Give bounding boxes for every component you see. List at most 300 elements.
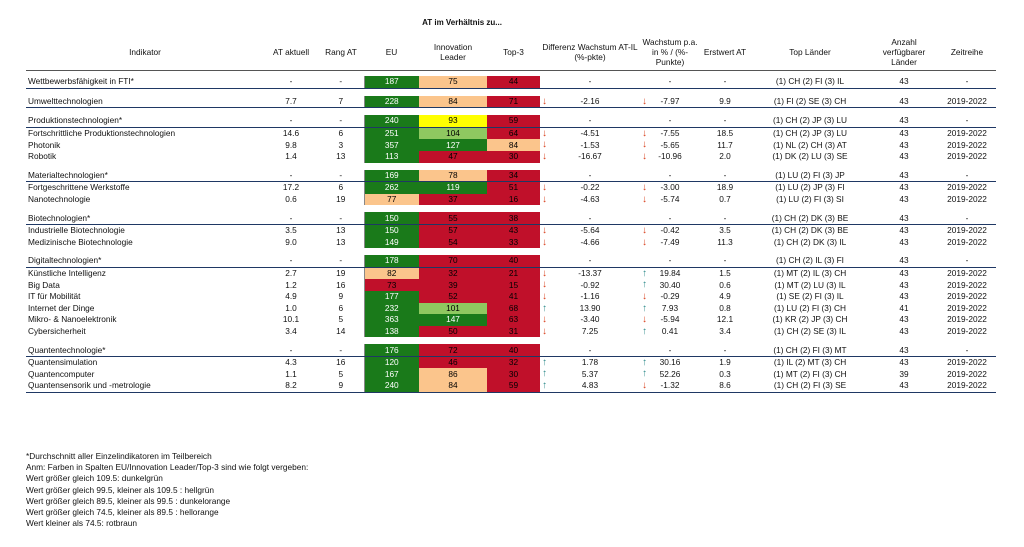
rang-at: 6	[338, 182, 344, 193]
arrow-down-icon: ↓	[642, 193, 647, 205]
leader-value: 78	[419, 170, 487, 182]
eu-value: 120	[364, 356, 419, 368]
eu-value: 228	[364, 96, 419, 108]
table-row	[26, 279, 996, 291]
spacer-cell	[26, 205, 996, 212]
top3-value: 63	[487, 314, 540, 326]
diff-value	[540, 194, 640, 206]
top3-value: 38	[487, 212, 540, 224]
at-aktuell: 3.5	[285, 225, 297, 236]
at-aktuell: 4.9	[285, 291, 297, 302]
indicator-name: Wettbewerbsfähigkeit in FTI*	[26, 76, 264, 88]
rang-at: 14	[336, 325, 346, 336]
top-laender: (1) CH (2) DK (3) BE	[750, 212, 870, 224]
anzahl-laender: 43	[899, 128, 909, 139]
group-spacer	[26, 337, 996, 344]
rang-at: -	[318, 76, 364, 88]
arrow-down-icon: ↓	[642, 182, 647, 194]
zeitreihe: 2019-2022	[947, 236, 987, 247]
top-laender: (1) SE (2) FI (3) IL	[776, 291, 844, 302]
anzahl-laender: 43	[870, 380, 938, 392]
anzahl-laender: 43	[870, 212, 938, 224]
erstwert-value: 0.7	[719, 194, 731, 205]
zeitreihe: 2019-2022	[947, 139, 987, 150]
spacer-cell	[26, 108, 996, 116]
footnote-line: Wert größer gleich 99.5, kleiner als 109.5 : hellgrün	[26, 484, 215, 495]
diff-value-text: 1.78	[581, 357, 599, 368]
eu-value: 167	[364, 368, 419, 380]
indicator-name: Quantencomputer	[28, 368, 95, 379]
diff-value-text: -0.22	[580, 182, 600, 193]
top-laender: (1) CH (2) FI (3) IL	[750, 76, 870, 88]
wachstum-value-text: -0.42	[660, 225, 680, 236]
indicator-name: Cybersicherheit	[28, 325, 86, 336]
wachstum-value-text: 30.16	[659, 357, 681, 368]
indicator-name: Biotechnologien*	[26, 212, 264, 224]
erstwert-value: -	[700, 255, 750, 267]
erstwert-value: -	[700, 212, 750, 224]
top-laender: (1) CH (2) FI (3) SE	[750, 380, 870, 392]
zeitreihe: -	[938, 344, 996, 356]
top-laender: (1) MT (2) IL (3) CH	[773, 268, 847, 279]
anzahl-laender: 43	[899, 225, 909, 236]
erstwert-value: -	[700, 170, 750, 182]
diff-value	[540, 314, 640, 326]
top3-value: 30	[487, 368, 540, 380]
wachstum-value	[640, 303, 700, 315]
eu-value: 363	[364, 314, 419, 326]
top3-value: 32	[487, 356, 540, 368]
indicator-name: Robotik	[28, 151, 57, 162]
erstwert-value: 18.9	[716, 182, 734, 193]
at-aktuell: 8.2	[264, 380, 318, 392]
indicator-name: Fortschrittliche Produktionstechnologien	[28, 128, 176, 139]
eu-value: 240	[364, 115, 419, 127]
wachstum-value-text: -10.96	[658, 151, 682, 162]
leader-value: 47	[419, 151, 487, 163]
top3-value: 43	[487, 224, 540, 236]
anzahl-laender: 39	[899, 368, 909, 379]
zeitreihe: 2019-2022	[938, 380, 996, 392]
eu-value: 262	[364, 182, 419, 194]
arrow-down-icon: ↓	[542, 127, 547, 139]
arrow-down-icon: ↓	[642, 314, 647, 326]
arrow-down-icon: ↓	[642, 150, 647, 162]
zeitreihe: 2019-2022	[947, 225, 987, 236]
leader-value: 104	[419, 127, 487, 139]
top-laender: (1) DK (2) LU (3) SE	[772, 151, 848, 162]
at-aktuell: 14.6	[282, 128, 300, 139]
top3-value: 40	[487, 344, 540, 356]
top3-value: 71	[487, 96, 540, 108]
wachstum-value-text: -5.94	[660, 314, 680, 325]
indicator-name: Umwelttechnologien	[26, 96, 264, 108]
top-laender: (1) LU (2) FI (3) SI	[776, 194, 844, 205]
erstwert-value: -	[700, 115, 750, 127]
footnote-line: Wert größer gleich 109.5: dunkelgrün	[26, 473, 163, 484]
table-row	[26, 267, 996, 279]
footnote-line: Wert größer gleich 74.5, kleiner als 89.5 : hellorange	[26, 507, 219, 518]
header-erstwert: Erstwert AT	[700, 34, 750, 71]
anzahl-laender: 43	[899, 151, 909, 162]
wachstum-value	[640, 326, 700, 338]
eu-value: 176	[364, 344, 419, 356]
arrow-down-icon: ↓	[642, 290, 647, 302]
arrow-up-icon: ↑	[642, 279, 647, 291]
wachstum-value: -	[640, 212, 700, 224]
arrow-down-icon: ↓	[642, 127, 647, 139]
arrow-down-icon: ↓	[642, 95, 647, 107]
anzahl-laender: 43	[870, 115, 938, 127]
zeitreihe: 2019-2022	[947, 325, 987, 336]
table-row	[26, 291, 996, 303]
at-aktuell: 17.2	[282, 182, 300, 193]
top-laender: (1) FI (2) SE (3) CH	[750, 96, 870, 108]
top-laender: (1) NL (2) CH (3) AT	[773, 139, 847, 150]
table-row	[26, 368, 996, 380]
table-row	[26, 237, 996, 249]
table-row	[26, 76, 996, 88]
diff-value-text: -5.64	[580, 225, 600, 236]
wachstum-value	[640, 224, 700, 236]
eu-value: 77	[364, 194, 419, 206]
diff-value-text: -3.40	[580, 314, 600, 325]
table-row	[26, 139, 996, 151]
wachstum-value	[640, 127, 700, 139]
diff-value	[540, 127, 640, 139]
indicator-name: IT für Mobilität	[28, 291, 81, 302]
zeitreihe: 2019-2022	[938, 96, 996, 108]
table-row	[26, 326, 996, 338]
footnotes	[26, 451, 308, 529]
top3-value: 30	[487, 151, 540, 163]
anzahl-laender: 43	[899, 291, 909, 302]
wachstum-value-text: -7.55	[660, 128, 680, 139]
table-body	[26, 71, 996, 393]
top3-value: 41	[487, 291, 540, 303]
zeitreihe: 2019-2022	[947, 279, 987, 290]
erstwert-value: 8.6	[700, 380, 750, 392]
diff-value	[540, 291, 640, 303]
eu-value: 187	[364, 76, 419, 88]
header-zeitreihe: Zeitreihe	[938, 34, 996, 71]
at-aktuell: 1.2	[285, 279, 297, 290]
spacer-cell	[26, 88, 996, 96]
diff-value	[540, 356, 640, 368]
group-spacer	[26, 108, 996, 116]
erstwert-value: 11.3	[717, 236, 733, 247]
anzahl-laender: 43	[870, 344, 938, 356]
indicator-name: Medizinische Biotechnologie	[28, 236, 133, 247]
table-row	[26, 212, 996, 224]
leader-value: 50	[419, 326, 487, 338]
diff-value: -	[540, 255, 640, 267]
at-aktuell: 9.0	[285, 236, 297, 247]
top3-value: 15	[487, 279, 540, 291]
table-row	[26, 127, 996, 139]
at-aktuell: 0.6	[285, 194, 297, 205]
wachstum-value	[640, 356, 700, 368]
leader-value: 119	[419, 182, 487, 194]
arrow-down-icon: ↓	[542, 193, 547, 205]
wachstum-value: -	[640, 344, 700, 356]
zeitreihe: -	[938, 115, 996, 127]
arrow-up-icon: ↑	[642, 267, 647, 279]
rang-at: -	[318, 115, 364, 127]
footnote-line: Wert größer gleich 89.5, kleiner als 99.5 : dunkelorange	[26, 495, 231, 506]
top3-value: 64	[487, 127, 540, 139]
erstwert-value: -	[700, 344, 750, 356]
table-row	[26, 194, 996, 206]
anzahl-laender: 43	[870, 255, 938, 267]
anzahl-laender: 43	[870, 170, 938, 182]
header-rang: Rang AT	[318, 34, 364, 71]
eu-value: 232	[364, 303, 419, 315]
indicator-name: Künstliche Intelligenz	[28, 268, 106, 279]
footnote-line: *Durchschnitt aller Einzelindikatoren im Teilbereich	[26, 451, 212, 461]
arrow-up-icon: ↑	[542, 380, 547, 392]
at-aktuell: 1.1	[285, 368, 297, 379]
arrow-up-icon: ↑	[542, 368, 547, 380]
erstwert-value: 9.9	[700, 96, 750, 108]
wachstum-value	[640, 182, 700, 194]
arrow-down-icon: ↓	[542, 267, 547, 279]
anzahl-laender: 43	[899, 236, 909, 247]
diff-value: -	[540, 344, 640, 356]
anzahl-laender: 43	[899, 182, 909, 193]
leader-value: 147	[419, 314, 487, 326]
arrow-down-icon: ↓	[542, 224, 547, 236]
header-leader: Innovation Leader	[419, 34, 487, 71]
arrow-down-icon: ↓	[542, 279, 547, 291]
arrow-down-icon: ↓	[542, 182, 547, 194]
top3-value: 51	[487, 182, 540, 194]
at-aktuell: 1.0	[285, 302, 297, 313]
diff-value-text: -1.53	[580, 139, 600, 150]
wachstum-value	[640, 151, 700, 163]
top-laender: (1) LU (2) JP (3) FI	[775, 182, 845, 193]
indicator-name: Fortgeschrittene Werkstoffe	[28, 182, 130, 193]
indicator-name: Big Data	[28, 279, 60, 290]
top-laender: (1) CH (2) DK (3) BE	[771, 225, 849, 236]
arrow-up-icon: ↑	[542, 356, 547, 368]
eu-value: 177	[364, 291, 419, 303]
group-spacer	[26, 88, 996, 96]
arrow-down-icon: ↓	[542, 150, 547, 162]
table-row	[26, 303, 996, 315]
top-laender: (1) IL (2) MT (3) CH	[773, 357, 847, 368]
diff-value	[540, 96, 640, 108]
top3-value: 84	[487, 139, 540, 151]
diff-value	[540, 380, 640, 392]
table-row	[26, 380, 996, 392]
top3-value: 40	[487, 255, 540, 267]
wachstum-value-text: -5.74	[660, 194, 680, 205]
diff-value-text: 5.37	[581, 368, 599, 379]
wachstum-value	[640, 267, 700, 279]
at-aktuell: 3.4	[285, 325, 297, 336]
rang-at: 6	[338, 302, 344, 313]
diff-value	[540, 326, 640, 338]
wachstum-value	[640, 380, 700, 392]
erstwert-value: 2.0	[719, 151, 731, 162]
table-row	[26, 255, 996, 267]
zeitreihe: 2019-2022	[947, 268, 987, 279]
eu-value: 149	[364, 237, 419, 249]
erstwert-value: 3.4	[719, 325, 731, 336]
diff-value: -	[540, 212, 640, 224]
arrow-up-icon: ↑	[642, 325, 647, 337]
top-laender: (1) LU (2) FI (3) CH	[774, 302, 846, 313]
top3-value: 68	[487, 303, 540, 315]
arrow-down-icon: ↓	[542, 95, 547, 107]
top-laender: (1) MT (2) LU (3) IL	[774, 279, 846, 290]
anzahl-laender: 43	[870, 76, 938, 88]
rang-at: 16	[336, 279, 346, 290]
zeitreihe: 2019-2022	[947, 128, 987, 139]
at-aktuell: 4.3	[285, 357, 297, 368]
leader-value: 101	[419, 303, 487, 315]
header-eu: EU	[364, 34, 419, 71]
wachstum-value: -	[640, 115, 700, 127]
top-laender: (1) CH (2) FI (3) MT	[750, 344, 870, 356]
wachstum-value-text: 30.40	[659, 279, 681, 290]
rang-at: 13	[336, 151, 346, 162]
eu-value: 138	[364, 326, 419, 338]
leader-value: 70	[419, 255, 487, 267]
leader-value: 32	[419, 267, 487, 279]
arrow-down-icon: ↓	[642, 224, 647, 236]
table-row	[26, 170, 996, 182]
eu-value: 150	[364, 224, 419, 236]
indicator-name: Mikro- & Nanoelektronik	[28, 314, 117, 325]
top3-value: 59	[487, 380, 540, 392]
wachstum-value	[640, 139, 700, 151]
arrow-down-icon: ↓	[542, 236, 547, 248]
table-row	[26, 356, 996, 368]
at-aktuell: 2.7	[285, 268, 297, 279]
spacer-cell	[26, 163, 996, 170]
header-indikator: Indikator	[26, 34, 264, 71]
header-anzahl: Anzahl verfügbarer Länder	[870, 34, 938, 71]
rang-at: 16	[336, 357, 346, 368]
eu-value: 169	[364, 170, 419, 182]
top3-value: 44	[487, 76, 540, 88]
diff-value	[540, 279, 640, 291]
diff-value-text: -0.92	[580, 279, 600, 290]
zeitreihe: 2019-2022	[947, 291, 987, 302]
leader-value: 84	[419, 96, 487, 108]
erstwert-value: 11.7	[717, 139, 733, 150]
rang-at: -	[318, 212, 364, 224]
top-laender: (1) CH (2) IL (3) FI	[750, 255, 870, 267]
arrow-down-icon: ↓	[542, 325, 547, 337]
zeitreihe: 2019-2022	[947, 368, 987, 379]
top-laender: (1) CH (2) SE (3) IL	[774, 325, 846, 336]
top-laender: (1) CH (2) DK (3) IL	[773, 236, 847, 247]
eu-value: 240	[364, 380, 419, 392]
erstwert-value: 18.5	[716, 128, 734, 139]
rang-at: 19	[336, 194, 346, 205]
zeitreihe: -	[938, 76, 996, 88]
erstwert-value: -	[700, 76, 750, 88]
at-aktuell: -	[264, 115, 318, 127]
anzahl-laender: 43	[899, 325, 909, 336]
at-aktuell: -	[264, 212, 318, 224]
arrow-down-icon: ↓	[542, 314, 547, 326]
at-aktuell: 9.8	[285, 139, 297, 150]
rang-at: 13	[336, 236, 346, 247]
zeitreihe: -	[938, 212, 996, 224]
indicator-name: Produktionstechnologien*	[26, 115, 264, 127]
eu-value: 251	[364, 127, 419, 139]
table-row	[26, 96, 996, 108]
indicator-name: Digitaltechnologien*	[26, 255, 264, 267]
diff-value-text: 13.90	[579, 302, 601, 313]
header-diff: Differenz Wachstum AT-IL (%-pkte)	[540, 34, 640, 71]
leader-value: 55	[419, 212, 487, 224]
erstwert-value: 1.9	[719, 357, 731, 368]
wachstum-value-text: 0.41	[661, 325, 679, 336]
eu-value: 178	[364, 255, 419, 267]
arrow-down-icon: ↓	[642, 236, 647, 248]
diff-value: -	[540, 170, 640, 182]
at-aktuell: 1.4	[285, 151, 297, 162]
diff-value	[540, 267, 640, 279]
wachstum-value-text: -3.00	[660, 182, 680, 193]
diff-value-text: -13.37	[578, 268, 602, 279]
leader-value: 86	[419, 368, 487, 380]
header-at-aktuell: AT aktuell	[264, 34, 318, 71]
top-laender: (1) MT (2) FI (3) CH	[773, 368, 847, 379]
footnote-line: Anm: Farben in Spalten EU/Innovation Leader/Top-3 sind wie folgt vergeben:	[26, 462, 309, 473]
leader-value: 84	[419, 380, 487, 392]
top-laender: (1) CH (2) JP (3) LU	[750, 115, 870, 127]
arrow-down-icon: ↓	[542, 290, 547, 302]
zeitreihe: 2019-2022	[947, 194, 987, 205]
top3-value: 34	[487, 170, 540, 182]
diff-value	[540, 303, 640, 315]
erstwert-value: 0.6	[719, 279, 731, 290]
zeitreihe: -	[938, 255, 996, 267]
anzahl-laender: 43	[870, 96, 938, 108]
spacer-cell	[26, 248, 996, 255]
rang-at: -	[318, 344, 364, 356]
wachstum-value: -	[640, 170, 700, 182]
zeitreihe: 2019-2022	[947, 314, 987, 325]
diff-value-text: -4.51	[580, 128, 600, 139]
indicator-name: Quantentechnologie*	[26, 344, 264, 356]
erstwert-value: 4.9	[719, 291, 731, 302]
rang-at: 3	[338, 139, 344, 150]
top3-value: 16	[487, 194, 540, 206]
indicator-name: Quantensensorik und -metrologie	[26, 380, 264, 392]
zeitreihe: 2019-2022	[947, 151, 987, 162]
leader-value: 52	[419, 291, 487, 303]
anzahl-laender: 43	[899, 139, 909, 150]
at-aktuell: 10.1	[282, 314, 300, 325]
erstwert-value: 3.5	[719, 225, 731, 236]
wachstum-value	[640, 194, 700, 206]
wachstum-value-text: -7.49	[660, 236, 680, 247]
diff-value: -	[540, 115, 640, 127]
table-row	[26, 314, 996, 326]
arrow-down-icon: ↓	[542, 139, 547, 151]
erstwert-value: 0.3	[719, 368, 731, 379]
wachstum-value: -	[640, 255, 700, 267]
leader-value: 37	[419, 194, 487, 206]
indicator-name: Industrielle Biotechnologie	[28, 225, 125, 236]
